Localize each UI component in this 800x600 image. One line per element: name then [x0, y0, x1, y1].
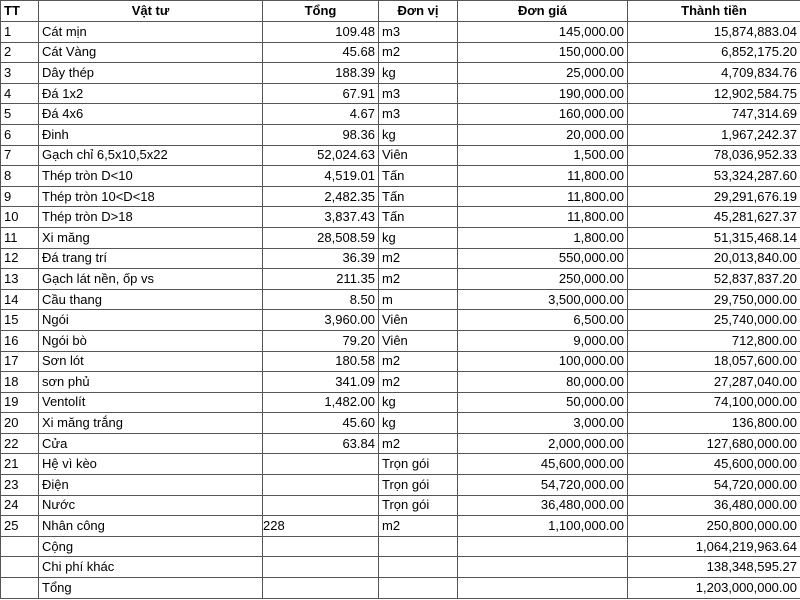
row-qty-cell[interactable]: [263, 475, 379, 496]
row-unit-cell[interactable]: kg: [379, 227, 458, 248]
table-row: [1, 392, 800, 413]
row-item-cell[interactable]: Gạch chỉ 6,5x10,5x22: [39, 145, 263, 166]
row-price-cell[interactable]: 50,000.00: [458, 392, 628, 413]
row-unit-cell[interactable]: m2: [379, 248, 458, 269]
row-qty-cell[interactable]: [263, 454, 379, 475]
row-amount-cell[interactable]: 4,709,834.76: [628, 63, 800, 84]
row-item-cell[interactable]: sơn phủ: [39, 372, 263, 393]
row-item-cell[interactable]: Sơn lót: [39, 351, 263, 372]
row-tt-cell[interactable]: 6: [1, 124, 39, 145]
row-price-cell[interactable]: 2,000,000.00: [458, 433, 628, 454]
row-tt-cell[interactable]: 20: [1, 413, 39, 434]
row-qty-cell[interactable]: 36.39: [263, 248, 379, 269]
row-tt-cell[interactable]: 2: [1, 42, 39, 63]
header-unit[interactable]: Đơn vị: [379, 1, 458, 22]
row-unit-cell[interactable]: Trọn gói: [379, 454, 458, 475]
summary-amount-cell[interactable]: 1,203,000,000.00: [628, 578, 800, 599]
row-qty-cell[interactable]: 63.84: [263, 433, 379, 454]
row-tt-cell[interactable]: 11: [1, 227, 39, 248]
summary-price-cell[interactable]: [458, 578, 628, 599]
table-row: [1, 145, 800, 166]
row-item-cell[interactable]: Cửa: [39, 433, 263, 454]
row-amount-cell[interactable]: 127,680,000.00: [628, 433, 800, 454]
row-tt-cell[interactable]: 22: [1, 433, 39, 454]
row-amount-cell[interactable]: 136,800.00: [628, 413, 800, 434]
summary-amount-cell[interactable]: 138,348,595.27: [628, 557, 800, 578]
row-price-cell[interactable]: 25,000.00: [458, 63, 628, 84]
row-qty-cell[interactable]: [263, 495, 379, 516]
row-amount-cell[interactable]: 45,600,000.00: [628, 454, 800, 475]
row-qty-cell[interactable]: 67.91: [263, 83, 379, 104]
row-tt-cell[interactable]: 1: [1, 22, 39, 43]
row-qty-cell[interactable]: 45.68: [263, 42, 379, 63]
summary-label-cell[interactable]: Cộng: [39, 536, 263, 557]
row-unit-cell[interactable]: m2: [379, 433, 458, 454]
row-item-cell[interactable]: Hệ vì kèo: [39, 454, 263, 475]
row-price-cell[interactable]: 145,000.00: [458, 22, 628, 43]
row-tt-cell[interactable]: 10: [1, 207, 39, 228]
summary-label-cell[interactable]: Chi phí khác: [39, 557, 263, 578]
row-qty-cell[interactable]: 188.39: [263, 63, 379, 84]
row-item-cell[interactable]: Xi măng trắng: [39, 413, 263, 434]
table-row: [1, 433, 800, 454]
row-item-cell[interactable]: Dây thép: [39, 63, 263, 84]
row-unit-cell[interactable]: kg: [379, 413, 458, 434]
row-unit-cell[interactable]: m2: [379, 269, 458, 290]
header-amount[interactable]: Thành tiền: [628, 1, 800, 22]
header-item[interactable]: Vật tư: [39, 1, 263, 22]
row-amount-cell[interactable]: 25,740,000.00: [628, 310, 800, 331]
row-item-cell[interactable]: Ventolít: [39, 392, 263, 413]
row-unit-cell[interactable]: Tấn: [379, 207, 458, 228]
summary-row: [1, 578, 800, 599]
row-amount-cell[interactable]: 12,902,584.75: [628, 83, 800, 104]
row-tt-cell[interactable]: 14: [1, 289, 39, 310]
summary-label-cell[interactable]: Tổng: [39, 578, 263, 599]
summary-price-cell[interactable]: [458, 557, 628, 578]
row-item-cell[interactable]: Thép tròn D<10: [39, 166, 263, 187]
row-amount-cell[interactable]: 1,967,242.37: [628, 124, 800, 145]
row-price-cell[interactable]: 3,000.00: [458, 413, 628, 434]
table-row: [1, 372, 800, 393]
summary-price-cell[interactable]: [458, 536, 628, 557]
row-unit-cell[interactable]: m2: [379, 351, 458, 372]
row-item-cell[interactable]: Đá 4x6: [39, 104, 263, 125]
row-qty-cell[interactable]: 4.67: [263, 104, 379, 125]
summary-amount-cell[interactable]: 1,064,219,963.64: [628, 536, 800, 557]
row-unit-cell[interactable]: kg: [379, 392, 458, 413]
table-row: [1, 310, 800, 331]
row-unit-cell[interactable]: m3: [379, 83, 458, 104]
summary-row: [1, 557, 800, 578]
row-price-cell[interactable]: 6,500.00: [458, 310, 628, 331]
row-amount-cell[interactable]: 78,036,952.33: [628, 145, 800, 166]
row-item-cell[interactable]: Ngói bò: [39, 330, 263, 351]
row-amount-cell[interactable]: 36,480,000.00: [628, 495, 800, 516]
row-qty-cell[interactable]: 52,024.63: [263, 145, 379, 166]
summary-tt-cell[interactable]: [1, 557, 39, 578]
row-tt-cell[interactable]: 15: [1, 310, 39, 331]
row-tt-cell[interactable]: 9: [1, 186, 39, 207]
table-row: [1, 104, 800, 125]
row-amount-cell[interactable]: 27,287,040.00: [628, 372, 800, 393]
row-price-cell[interactable]: 1,500.00: [458, 145, 628, 166]
row-qty-cell[interactable]: 3,960.00: [263, 310, 379, 331]
row-tt-cell[interactable]: 5: [1, 104, 39, 125]
row-price-cell[interactable]: 1,100,000.00: [458, 516, 628, 537]
row-qty-cell[interactable]: 3,837.43: [263, 207, 379, 228]
row-amount-cell[interactable]: 74,100,000.00: [628, 392, 800, 413]
row-tt-cell[interactable]: 7: [1, 145, 39, 166]
row-price-cell[interactable]: 100,000.00: [458, 351, 628, 372]
row-price-cell[interactable]: 20,000.00: [458, 124, 628, 145]
row-price-cell[interactable]: 11,800.00: [458, 166, 628, 187]
table-row: [1, 351, 800, 372]
row-tt-cell[interactable]: 23: [1, 475, 39, 496]
row-item-cell[interactable]: Xi măng: [39, 227, 263, 248]
row-tt-cell[interactable]: 13: [1, 269, 39, 290]
row-amount-cell[interactable]: 18,057,600.00: [628, 351, 800, 372]
table-row: [1, 289, 800, 310]
row-item-cell[interactable]: Điện: [39, 475, 263, 496]
row-amount-cell[interactable]: 250,800,000.00: [628, 516, 800, 537]
summary-tt-cell[interactable]: [1, 578, 39, 599]
row-tt-cell[interactable]: 16: [1, 330, 39, 351]
row-item-cell[interactable]: Đá trang trí: [39, 248, 263, 269]
row-tt-cell[interactable]: 18: [1, 372, 39, 393]
table-row: [1, 475, 800, 496]
table-row: [1, 330, 800, 351]
row-price-cell[interactable]: 160,000.00: [458, 104, 628, 125]
row-amount-cell[interactable]: 29,291,676.19: [628, 186, 800, 207]
row-price-cell[interactable]: 45,600,000.00: [458, 454, 628, 475]
summary-unit-cell[interactable]: [379, 578, 458, 599]
row-price-cell[interactable]: 36,480,000.00: [458, 495, 628, 516]
row-amount-cell[interactable]: 20,013,840.00: [628, 248, 800, 269]
summary-row: [1, 536, 800, 557]
header-row: [1, 1, 800, 22]
row-tt-cell[interactable]: 25: [1, 516, 39, 537]
row-qty-cell[interactable]: 45.60: [263, 413, 379, 434]
row-unit-cell[interactable]: Viên: [379, 145, 458, 166]
table-row: [1, 124, 800, 145]
row-amount-cell[interactable]: 712,800.00: [628, 330, 800, 351]
row-unit-cell[interactable]: Trọn gói: [379, 495, 458, 516]
header-total-qty[interactable]: Tổng: [263, 1, 379, 22]
row-amount-cell[interactable]: 29,750,000.00: [628, 289, 800, 310]
row-price-cell[interactable]: 1,800.00: [458, 227, 628, 248]
table-row: [1, 22, 800, 43]
summary-tt-cell[interactable]: [1, 536, 39, 557]
row-qty-cell[interactable]: 228: [263, 516, 379, 537]
summary-qty-cell[interactable]: [263, 557, 379, 578]
table-row: [1, 248, 800, 269]
row-amount-cell[interactable]: 52,837,837.20: [628, 269, 800, 290]
row-qty-cell[interactable]: 211.35: [263, 269, 379, 290]
row-amount-cell[interactable]: 53,324,287.60: [628, 166, 800, 187]
row-price-cell[interactable]: 150,000.00: [458, 42, 628, 63]
row-amount-cell[interactable]: 51,315,468.14: [628, 227, 800, 248]
table-row: [1, 413, 800, 434]
row-qty-cell[interactable]: 8.50: [263, 289, 379, 310]
table-row: [1, 207, 800, 228]
row-unit-cell[interactable]: kg: [379, 124, 458, 145]
row-item-cell[interactable]: Ngói: [39, 310, 263, 331]
row-unit-cell[interactable]: kg: [379, 63, 458, 84]
table-row: [1, 227, 800, 248]
table-row: [1, 454, 800, 475]
row-item-cell[interactable]: Cát mịn: [39, 22, 263, 43]
table-row: [1, 63, 800, 84]
row-tt-cell[interactable]: 24: [1, 495, 39, 516]
row-tt-cell[interactable]: 4: [1, 83, 39, 104]
row-item-cell[interactable]: Đinh: [39, 124, 263, 145]
table-row: [1, 495, 800, 516]
header-tt[interactable]: TT: [1, 1, 39, 22]
row-unit-cell[interactable]: m2: [379, 372, 458, 393]
row-unit-cell[interactable]: Viên: [379, 330, 458, 351]
row-unit-cell[interactable]: m: [379, 289, 458, 310]
row-price-cell[interactable]: 11,800.00: [458, 186, 628, 207]
row-qty-cell[interactable]: 341.09: [263, 372, 379, 393]
row-qty-cell[interactable]: 1,482.00: [263, 392, 379, 413]
table-row: [1, 269, 800, 290]
row-item-cell[interactable]: Thép tròn 10<D<18: [39, 186, 263, 207]
row-unit-cell[interactable]: m2: [379, 516, 458, 537]
row-unit-cell[interactable]: m3: [379, 104, 458, 125]
summary-qty-cell[interactable]: [263, 578, 379, 599]
row-amount-cell[interactable]: 747,314.69: [628, 104, 800, 125]
row-price-cell[interactable]: 80,000.00: [458, 372, 628, 393]
row-amount-cell[interactable]: 45,281,627.37: [628, 207, 800, 228]
row-tt-cell[interactable]: 3: [1, 63, 39, 84]
table-row: [1, 186, 800, 207]
table-row: [1, 516, 800, 537]
row-price-cell[interactable]: 11,800.00: [458, 207, 628, 228]
row-qty-cell[interactable]: 98.36: [263, 124, 379, 145]
table-body: [1, 22, 800, 599]
row-unit-cell[interactable]: Tấn: [379, 186, 458, 207]
row-unit-cell[interactable]: Trọn gói: [379, 475, 458, 496]
row-amount-cell[interactable]: 54,720,000.00: [628, 475, 800, 496]
row-unit-cell[interactable]: Tấn: [379, 166, 458, 187]
row-qty-cell[interactable]: 79.20: [263, 330, 379, 351]
row-qty-cell[interactable]: 28,508.59: [263, 227, 379, 248]
row-tt-cell[interactable]: 17: [1, 351, 39, 372]
row-item-cell[interactable]: Thép tròn D>18: [39, 207, 263, 228]
row-price-cell[interactable]: 190,000.00: [458, 83, 628, 104]
row-price-cell[interactable]: 9,000.00: [458, 330, 628, 351]
row-item-cell[interactable]: Cát Vàng: [39, 42, 263, 63]
table-row: [1, 83, 800, 104]
row-item-cell[interactable]: Gạch lát nền, ốp vs: [39, 269, 263, 290]
row-unit-cell[interactable]: Viên: [379, 310, 458, 331]
summary-qty-cell[interactable]: [263, 536, 379, 557]
row-item-cell[interactable]: Cầu thang: [39, 289, 263, 310]
row-amount-cell[interactable]: 15,874,883.04: [628, 22, 800, 43]
row-unit-cell[interactable]: m3: [379, 22, 458, 43]
row-tt-cell[interactable]: 8: [1, 166, 39, 187]
row-item-cell[interactable]: Đá 1x2: [39, 83, 263, 104]
table-row: [1, 42, 800, 63]
row-qty-cell[interactable]: 2,482.35: [263, 186, 379, 207]
summary-unit-cell[interactable]: [379, 536, 458, 557]
row-qty-cell[interactable]: 4,519.01: [263, 166, 379, 187]
row-price-cell[interactable]: 550,000.00: [458, 248, 628, 269]
header-unit-price[interactable]: Đơn giá: [458, 1, 628, 22]
table-row: [1, 166, 800, 187]
row-price-cell[interactable]: 54,720,000.00: [458, 475, 628, 496]
row-item-cell[interactable]: Nhân công: [39, 516, 263, 537]
row-qty-cell[interactable]: 180.58: [263, 351, 379, 372]
row-qty-cell[interactable]: 109.48: [263, 22, 379, 43]
row-price-cell[interactable]: 250,000.00: [458, 269, 628, 290]
row-price-cell[interactable]: 3,500,000.00: [458, 289, 628, 310]
row-tt-cell[interactable]: 19: [1, 392, 39, 413]
row-amount-cell[interactable]: 6,852,175.20: [628, 42, 800, 63]
row-unit-cell[interactable]: m2: [379, 42, 458, 63]
row-tt-cell[interactable]: 12: [1, 248, 39, 269]
row-tt-cell[interactable]: 21: [1, 454, 39, 475]
summary-unit-cell[interactable]: [379, 557, 458, 578]
row-item-cell[interactable]: Nước: [39, 495, 263, 516]
